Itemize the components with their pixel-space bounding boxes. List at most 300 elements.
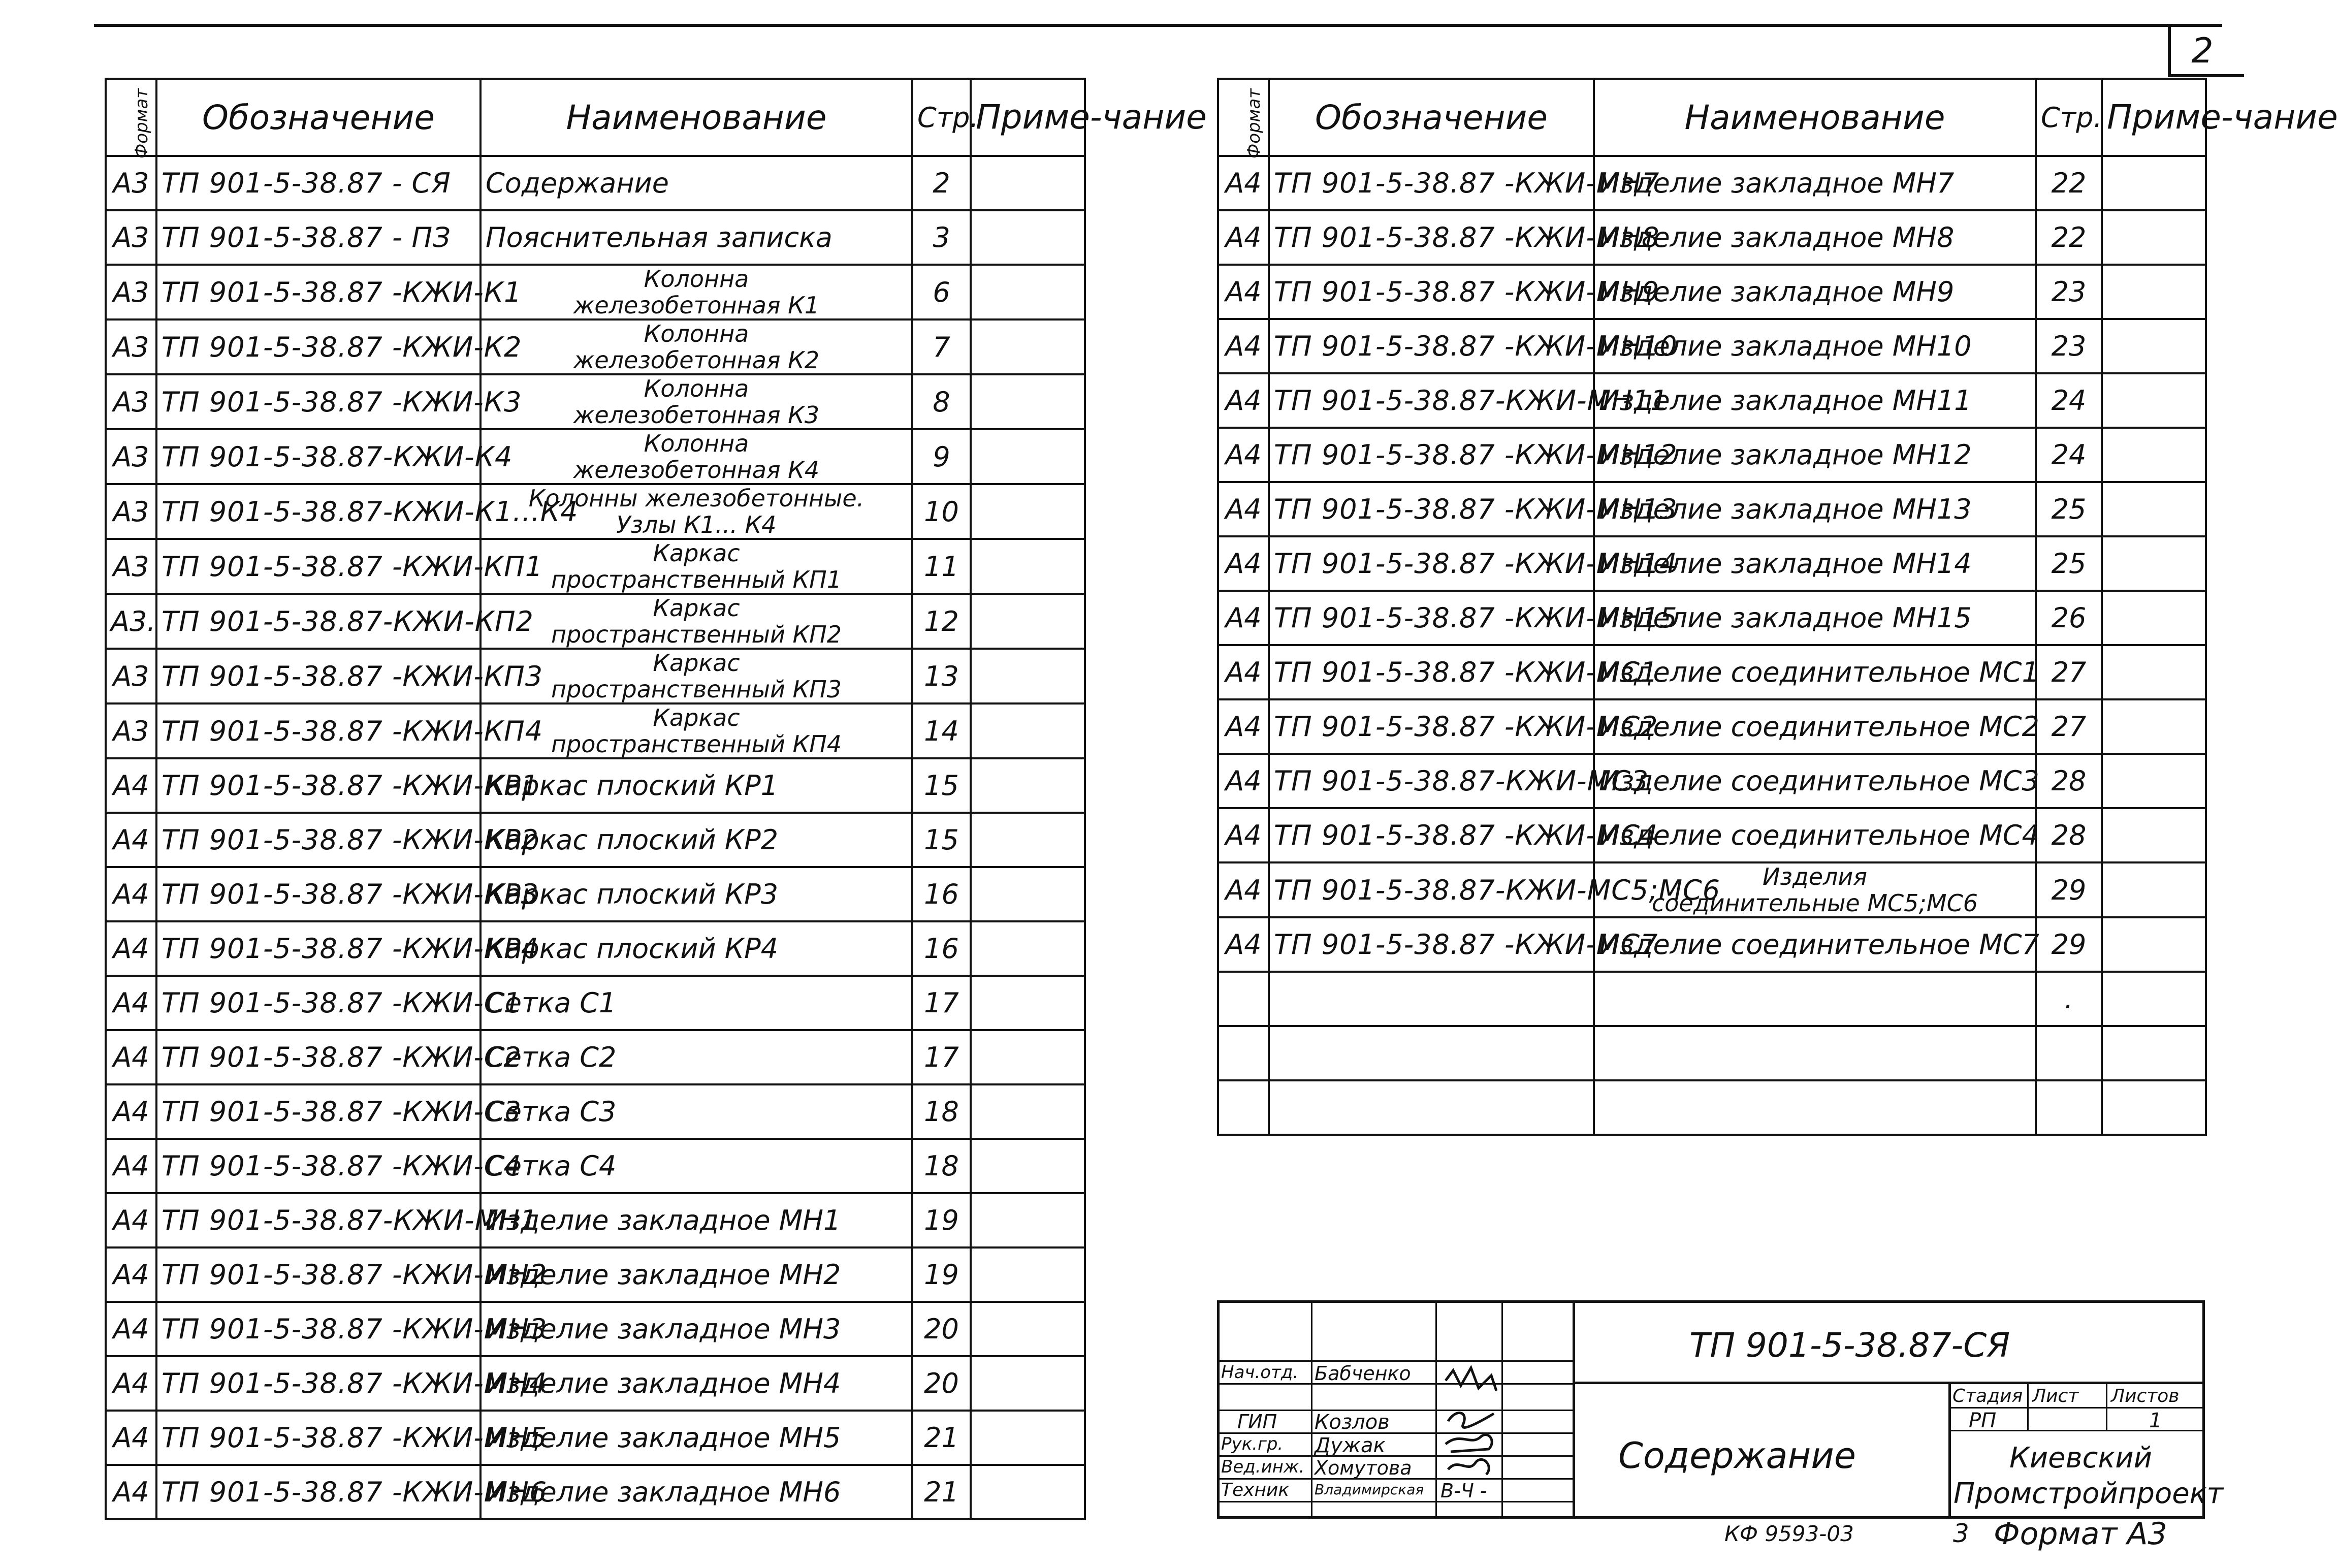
row-page: 23 [2036, 265, 2102, 319]
row-page: 9 [912, 429, 971, 484]
row-format: А4 [106, 921, 156, 976]
row-name [1594, 591, 2036, 645]
row-note [971, 1193, 1085, 1247]
table-header [106, 79, 1085, 156]
row-format: А3 [106, 649, 156, 703]
row-designation: ТП 901-5-38.87 -КЖИ-МН10 [1269, 319, 1594, 373]
row-name-line: Каркас плоский КР3 [486, 878, 779, 910]
row-page: 17 [912, 1030, 971, 1084]
row-name-line: Сетка С1 [486, 987, 617, 1019]
row-designation: ТП 901-5-38.87 -КЖИ-КП1 [156, 539, 481, 594]
row-name-line: Изделие закладное МН15 [1599, 602, 1972, 634]
row-note [2102, 808, 2206, 862]
row-name-line: Узлы К1... К4 [616, 511, 777, 538]
row-page: 8 [912, 374, 971, 429]
sheets-total: 1 [2149, 1409, 2162, 1432]
row-note [2102, 1080, 2206, 1135]
row-designation: ТП 901-5-38.87 -КЖИ-КР4 [156, 921, 481, 976]
row-name [1594, 699, 2039, 754]
row-name-line: Пояснительная записка [486, 221, 832, 253]
table-row [1218, 862, 2206, 917]
row-name [1594, 645, 2039, 699]
table-row [106, 265, 1085, 319]
row-name [481, 921, 912, 976]
row-name [481, 1139, 912, 1193]
row-note [2102, 1026, 2206, 1080]
row-note [2102, 699, 2206, 754]
row-name-line: Изделие соединительное МС2 [1599, 711, 2039, 743]
row-name-line: Каркас [653, 704, 740, 731]
row-name-line: Изделие закладное МН14 [1599, 548, 1972, 580]
row-name [481, 813, 912, 867]
header-name: Наименование [481, 79, 912, 156]
row-designation: ТП 901-5-38.87 -КЖИ-К2 [156, 319, 481, 374]
table-row [1218, 808, 2206, 862]
row-name [481, 649, 912, 703]
organization-line-2: Промстройпроект [1953, 1477, 2224, 1510]
row-name-line: железобетонная К2 [573, 346, 820, 374]
role-technician: Техник [1221, 1480, 1290, 1500]
table-row [106, 429, 1085, 484]
header-note: Приме-чание [971, 79, 1085, 156]
row-name [1594, 156, 2036, 210]
row-name-line: железобетонная К4 [573, 456, 820, 484]
row-format: А3 [106, 319, 156, 374]
row-page: 16 [912, 921, 971, 976]
row-note [971, 1139, 1085, 1193]
row-name-line: Колонна [644, 430, 749, 457]
row-name [1594, 1026, 2036, 1080]
row-format: А3 [106, 374, 156, 429]
row-name-line: Изделие закладное МН8 [1599, 221, 1955, 253]
row-note [971, 429, 1085, 484]
row-designation: ТП 901-5-38.87 -КЖИ-МН2 [156, 1247, 481, 1302]
table-row [106, 1193, 1085, 1247]
table-row [106, 156, 1085, 210]
row-note [2102, 265, 2206, 319]
header-format: Формат [1218, 79, 1269, 156]
row-format: А4 [106, 1356, 156, 1411]
row-designation: ТП 901-5-38.87 -КЖИ-К1 [156, 265, 481, 319]
row-page: 19 [912, 1247, 971, 1302]
row-designation: ТП 901-5-38.87 -КЖИ-МС1 [1269, 645, 1594, 699]
row-name-line: Изделие закладное МН5 [486, 1422, 841, 1454]
row-page: 10 [912, 484, 971, 539]
row-name [481, 156, 912, 210]
row-note [971, 210, 1085, 265]
row-note [971, 1356, 1085, 1411]
row-format: А4 [1218, 699, 1269, 754]
row-format: А4 [1218, 591, 1269, 645]
row-format: А4 [106, 758, 156, 813]
row-page: 6 [912, 265, 971, 319]
table-row [106, 539, 1085, 594]
row-name-line: Колонна [644, 265, 749, 293]
row-format: А3. [106, 594, 156, 649]
row-name-line: Изделие закладное МН4 [486, 1367, 841, 1399]
row-name [1594, 536, 2036, 591]
row-designation [1269, 1080, 1594, 1135]
header-name: Наименование [1594, 79, 2036, 156]
table-row [106, 1084, 1085, 1139]
row-page: 28 [2036, 754, 2102, 808]
row-format: А3 [106, 210, 156, 265]
row-name-line: Изделие соединительное МС3 [1599, 765, 2039, 797]
row-page: 15 [912, 813, 971, 867]
sheet-number-divider [2168, 24, 2171, 75]
row-designation: ТП 901-5-38.87 -КЖИ-МН9 [1269, 265, 1594, 319]
table-row [106, 703, 1085, 758]
row-name-line: пространственный КП2 [551, 621, 842, 648]
role-lead-engineer: Вед.инж. [1221, 1457, 1305, 1477]
row-name [481, 1411, 912, 1465]
name-group-lead: Дужак [1315, 1434, 1386, 1457]
row-format: А4 [106, 1193, 156, 1247]
row-name [481, 1030, 912, 1084]
table-row [106, 976, 1085, 1030]
row-designation: ТП 901-5-38.87 -КЖИ-МС4 [1269, 808, 1594, 862]
row-designation: ТП 901-5-38.87 -КЖИ-МС2 [1269, 699, 1594, 754]
row-note [2102, 156, 2206, 210]
row-designation: ТП 901-5-38.87 - СЯ [156, 156, 481, 210]
row-name [481, 867, 912, 921]
row-name [481, 1356, 912, 1411]
row-page: 14 [912, 703, 971, 758]
row-note [971, 484, 1085, 539]
row-page: 11 [912, 539, 971, 594]
row-designation: ТП 901-5-38.87 -КЖИ-МН5 [156, 1411, 481, 1465]
row-designation: ТП 901-5-38.87-КЖИ-МС3 [1269, 754, 1594, 808]
name-lead-engineer: Хомутова [1315, 1457, 1412, 1479]
row-name [1594, 319, 2036, 373]
row-note [2102, 373, 2206, 428]
organization-line-1: Киевский [2009, 1442, 2153, 1475]
table-row [1218, 428, 2206, 482]
row-note [2102, 917, 2206, 972]
row-name-line: Изделие закладное МН2 [486, 1259, 841, 1291]
row-name-line: железобетонная К3 [573, 401, 820, 429]
row-name-line: Колонна [644, 375, 749, 402]
row-designation: ТП 901-5-38.87 -КЖИ-КР3 [156, 867, 481, 921]
row-format: А4 [106, 1302, 156, 1356]
technician-initials: В-Ч - [1440, 1480, 1487, 1502]
row-note [971, 265, 1085, 319]
row-name [1594, 917, 2039, 972]
row-page: 19 [912, 1193, 971, 1247]
row-format: А4 [106, 976, 156, 1030]
row-page: 27 [2036, 645, 2102, 699]
row-format [1218, 972, 1269, 1026]
row-name-line: железобетонная К1 [573, 292, 820, 319]
table-row [106, 594, 1085, 649]
row-note [971, 867, 1085, 921]
row-designation: ТП 901-5-38.87 -КЖИ-МН3 [156, 1302, 481, 1356]
row-designation: ТП 901-5-38.87 -КЖИ-МН4 [156, 1356, 481, 1411]
row-note [971, 1247, 1085, 1302]
row-note [2102, 319, 2206, 373]
table-row [1218, 210, 2206, 265]
row-note [2102, 645, 2206, 699]
row-page: 24 [2036, 428, 2102, 482]
row-designation: ТП 901-5-38.87 -КЖИ-МН15 [1269, 591, 1594, 645]
document-code: ТП 901-5-38.87-СЯ [1689, 1326, 2010, 1365]
row-page: 3 [912, 210, 971, 265]
row-note [971, 758, 1085, 813]
sheet-number-underline [2168, 74, 2244, 77]
row-note [971, 1411, 1085, 1465]
row-format: А3 [106, 484, 156, 539]
row-name [481, 1465, 912, 1519]
row-page: 25 [2036, 536, 2102, 591]
row-name-line: Изделие закладное МН7 [1599, 167, 1955, 199]
row-designation: ТП 901-5-38.87 -КЖИ-С3 [156, 1084, 481, 1139]
row-page: 7 [912, 319, 971, 374]
row-format: А4 [1218, 319, 1269, 373]
row-format: А4 [106, 1139, 156, 1193]
row-designation: ТП 901-5-38.87-КЖИ-К1...К4 [156, 484, 481, 539]
row-name-line: Изделие соединительное МС1 [1599, 656, 2039, 688]
row-format: А3 [106, 429, 156, 484]
row-name [1594, 754, 2039, 808]
row-name-line: пространственный КП1 [551, 566, 842, 593]
row-note [971, 539, 1085, 594]
row-name [1594, 1080, 2036, 1135]
row-name [481, 374, 912, 429]
row-name [481, 484, 912, 539]
row-format: А4 [1218, 265, 1269, 319]
contents-table-right [1217, 78, 2338, 1136]
row-format: А4 [1218, 645, 1269, 699]
table-row [1218, 972, 2206, 1026]
row-format: А4 [106, 1084, 156, 1139]
row-name [481, 703, 912, 758]
row-page: 18 [912, 1139, 971, 1193]
contents-table-left [105, 78, 1207, 1520]
stage-value: РП [1969, 1409, 1997, 1432]
row-name-line: Сетка С2 [486, 1041, 617, 1073]
row-page: 16 [912, 867, 971, 921]
row-page: 21 [912, 1411, 971, 1465]
row-name [481, 1247, 912, 1302]
table-row [106, 1411, 1085, 1465]
row-page: 15 [912, 758, 971, 813]
table-row [106, 319, 1085, 374]
row-format: А3 [106, 156, 156, 210]
row-designation: ТП 901-5-38.87 -КЖИ-МН12 [1269, 428, 1594, 482]
row-name-line: Изделие закладное МН11 [1599, 385, 1972, 417]
sheet-number: 2 [2191, 31, 2214, 71]
row-format [1218, 1080, 1269, 1135]
header-format: Формат [106, 79, 156, 156]
row-note [2102, 591, 2206, 645]
row-page: 25 [2036, 482, 2102, 536]
table-row [1218, 373, 2206, 428]
row-name-line: Каркас плоский КР1 [486, 770, 779, 802]
row-name [481, 594, 912, 649]
row-designation: ТП 901-5-38.87 -КЖИ-МН6 [156, 1465, 481, 1519]
stage-label: Стадия [1952, 1386, 2023, 1406]
row-designation: ТП 901-5-38.87-КЖИ-МС5;МС6 [1269, 862, 1594, 917]
title-block [1217, 1300, 2224, 1519]
row-name-line: Каркас плоский КР2 [486, 824, 779, 856]
row-name-line: Изделие закладное МН12 [1599, 439, 1972, 471]
signatures [1440, 1360, 1501, 1508]
row-format: А4 [1218, 536, 1269, 591]
row-name-line: Изделие закладное МН10 [1599, 330, 1972, 362]
row-name [1594, 482, 2036, 536]
row-name [481, 265, 912, 319]
row-page: 17 [912, 976, 971, 1030]
row-name-line: Каркас [653, 539, 740, 567]
row-format: А4 [106, 1030, 156, 1084]
row-note [971, 1030, 1085, 1084]
row-name [1594, 808, 2039, 862]
table-row [106, 1465, 1085, 1519]
table-row [1218, 265, 2206, 319]
name-gip: Козлов [1315, 1411, 1390, 1434]
row-page: 13 [912, 649, 971, 703]
header-designation: Обозначение [156, 79, 481, 156]
header-page: Стр. [912, 79, 971, 156]
row-note [971, 703, 1085, 758]
row-designation: ТП 901-5-38.87 -КЖИ-КР2 [156, 813, 481, 867]
row-name-line: Изделие закладное МН1 [486, 1204, 841, 1236]
row-note [971, 649, 1085, 703]
row-designation: ТП 901-5-38.87 -КЖИ-МН14 [1269, 536, 1594, 591]
row-name-line: Сетка С3 [486, 1096, 617, 1128]
row-name [1594, 972, 2036, 1026]
row-format: А4 [1218, 754, 1269, 808]
table-row [1218, 156, 2206, 210]
table-row [1218, 319, 2206, 373]
table-row [106, 1139, 1085, 1193]
row-name-line: Сетка С4 [486, 1150, 617, 1182]
row-name [1594, 373, 2036, 428]
header-designation: Обозначение [1269, 79, 1594, 156]
row-page: 29 [2036, 917, 2102, 972]
row-designation: ТП 901-5-38.87 -КЖИ-МС7 [1269, 917, 1594, 972]
row-name-line: Содержание [486, 167, 669, 199]
row-designation: ТП 901-5-38.87 -КЖИ-КР1 [156, 758, 481, 813]
row-note [2102, 482, 2206, 536]
row-name [481, 429, 912, 484]
table-row [106, 867, 1085, 921]
row-name-line: пространственный КП4 [551, 730, 842, 758]
name-technician: Владимирская [1315, 1481, 1424, 1498]
header-note: Приме-чание [2102, 79, 2206, 156]
row-designation: ТП 901-5-38.87-КЖИ-К4 [156, 429, 481, 484]
row-name-line: Изделие закладное МН3 [486, 1313, 841, 1345]
row-format: А3 [106, 539, 156, 594]
row-designation [1269, 1026, 1594, 1080]
row-note [971, 156, 1085, 210]
row-name [481, 758, 912, 813]
sheets-label: Листов [2111, 1386, 2180, 1406]
row-name-line: Колонны железобетонные. [528, 485, 864, 512]
row-name [481, 210, 912, 265]
row-name [1594, 210, 2036, 265]
row-designation: ТП 901-5-38.87 -КЖИ-КП4 [156, 703, 481, 758]
row-name [1594, 428, 2036, 482]
table-row [1218, 645, 2206, 699]
paper-format: Формат А3 [1994, 1516, 2167, 1552]
row-name [1594, 862, 2036, 917]
row-name-line: Каркас плоский КР4 [486, 933, 779, 965]
row-name-line: Изделие закладное МН13 [1599, 493, 1972, 525]
row-designation: ТП 901-5-38.87 -КЖИ-МН13 [1269, 482, 1594, 536]
row-format: А4 [1218, 862, 1269, 917]
table-row [1218, 536, 2206, 591]
row-page: 18 [912, 1084, 971, 1139]
row-format: А4 [1218, 210, 1269, 265]
row-page: 2 [912, 156, 971, 210]
row-page: 29 [2036, 862, 2102, 917]
row-designation: ТП 901-5-38.87-КЖИ-МН11 [1269, 373, 1594, 428]
row-page: . [2036, 972, 2102, 1026]
row-name-line: Изделия [1763, 863, 1867, 890]
row-page: 28 [2036, 808, 2102, 862]
row-designation: ТП 901-5-38.87 -КЖИ-К3 [156, 374, 481, 429]
row-page: 12 [912, 594, 971, 649]
row-name [481, 1193, 912, 1247]
row-note [971, 374, 1085, 429]
row-page: 23 [2036, 319, 2102, 373]
row-designation: ТП 901-5-38.87 -КЖИ-МН7 [1269, 156, 1594, 210]
row-format: А4 [1218, 428, 1269, 482]
row-format: А4 [1218, 482, 1269, 536]
row-designation [1269, 972, 1594, 1026]
table-row [1218, 482, 2206, 536]
row-format: А3 [106, 703, 156, 758]
row-page: 21 [912, 1465, 971, 1519]
table-row [1218, 1026, 2206, 1080]
row-designation: ТП 901-5-38.87 - ПЗ [156, 210, 481, 265]
row-designation: ТП 901-5-38.87-КЖИ-КП2 [156, 594, 481, 649]
row-format: А4 [106, 867, 156, 921]
role-group-lead: Рук.гр. [1221, 1434, 1284, 1454]
row-note [971, 1465, 1085, 1519]
table-row [106, 210, 1085, 265]
row-name-line: Каркас [653, 594, 740, 622]
table-row [1218, 917, 2206, 972]
row-name [481, 1084, 912, 1139]
table-row [1218, 591, 2206, 645]
row-name-line: Изделие закладное МН9 [1599, 276, 1955, 308]
row-name [481, 319, 912, 374]
row-format: А4 [106, 1411, 156, 1465]
row-note [2102, 972, 2206, 1026]
row-format: А4 [1218, 373, 1269, 428]
table-row [106, 484, 1085, 539]
row-name-line: соединительные МС5;МС6 [1652, 889, 1978, 917]
row-note [971, 594, 1085, 649]
role-head: Нач.отд. [1221, 1362, 1299, 1383]
row-name-line: Изделие закладное МН6 [486, 1476, 841, 1508]
top-border [94, 24, 2222, 27]
table-row [106, 1247, 1085, 1302]
document-title: Содержание [1618, 1435, 1856, 1477]
sheet-label: Лист [2032, 1386, 2079, 1406]
row-note [2102, 862, 2206, 917]
row-name [1594, 265, 2036, 319]
row-page: 24 [2036, 373, 2102, 428]
row-note [971, 921, 1085, 976]
row-name-line: Изделие соединительное МС4 [1599, 819, 2039, 851]
row-note [2102, 536, 2206, 591]
row-designation: ТП 901-5-38.87 -КЖИ-С4 [156, 1139, 481, 1193]
row-note [971, 1302, 1085, 1356]
row-note [971, 813, 1085, 867]
